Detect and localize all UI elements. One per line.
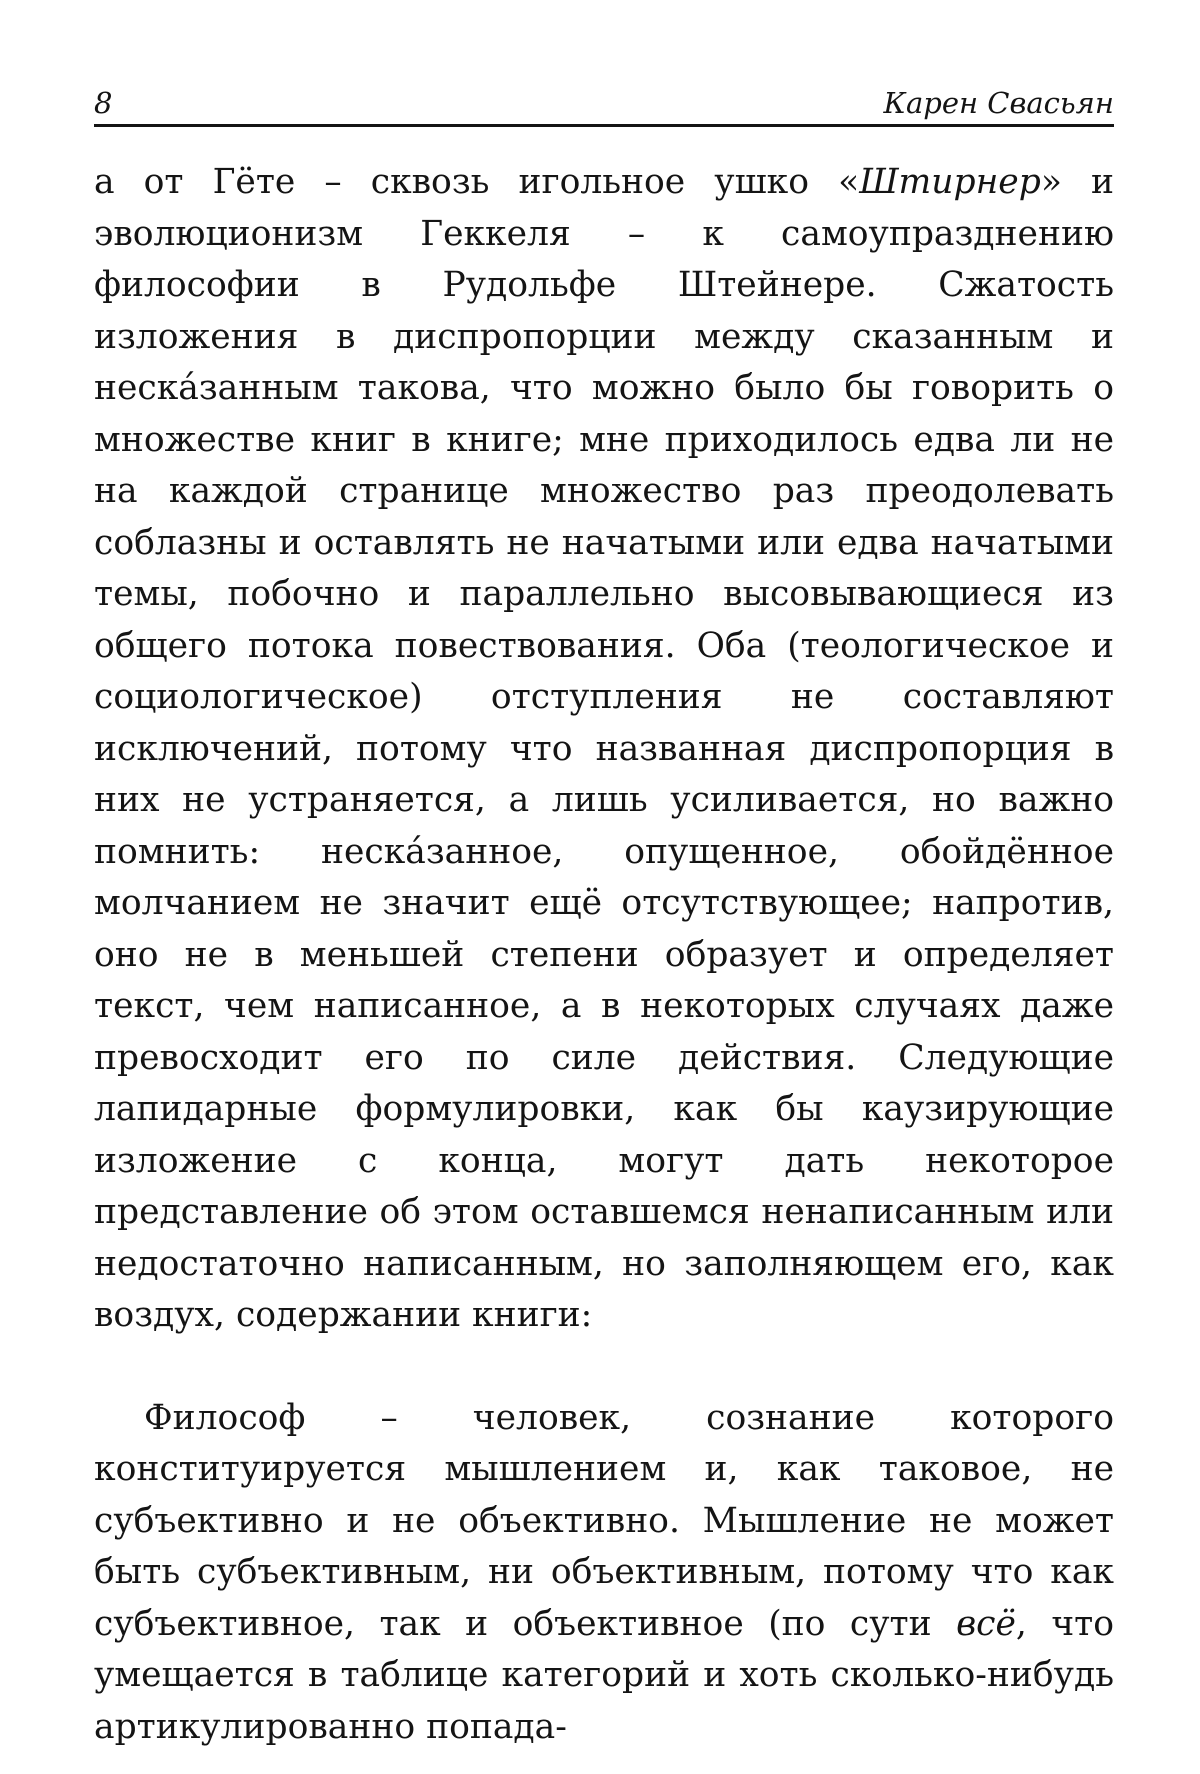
running-header [94,78,1114,127]
body-text [94,157,1114,1753]
italic-emphasis: всё [956,1603,1016,1644]
paragraph [94,1393,1114,1754]
paragraph-text: а от Гёте – сквозь игольное ушко « [94,162,860,202]
italic-title: Штирнер [859,162,1041,202]
running-header-author: Карен Свасьян [883,86,1114,120]
book-page [94,78,1114,1753]
page-number: 8 [94,86,113,120]
paragraph-text: Философ – человек, сознание которого конституируется мышлением и, как таковое, не субъективно и не объективно. Мышление не может быть субъективным, ни объективным, потому что как субъективное, так и объективное (по сути [94,1397,1114,1644]
paragraph-text: , что умещается в таблице категорий и хоть сколько-нибудь артикулированно попада- [94,1603,1114,1747]
paragraph-text: » и эволюционизм Геккеля – к самоупразднению философии в Рудольфе Штейнере. Сжатость изложения в диспропорции между сказанным и нескáзанным такова, что можно было бы говорить о множестве книг в книге; мне приходилось едва ли не на каждой странице множество раз преодолевать соблазны и оставлять не начатыми или едва начатыми темы, побочно и параллельно высовывающиеся из общего потока повествования. Оба (теологическое и социологическое) отступления не составляют исключений, потому что названная диспропорция в них не устраняется, а лишь усиливается, но важно помнить: нескáзанное, опущенное, обойдённое молчанием не значит ещё отсутствующее; напротив, оно не в меньшей степени образует и определяет текст, чем написанное, а в некоторых случаях даже превосходит его по силе действия. Следующие лапидарные формулировки, как бы каузирующие изложение с конца, могут дать некоторое представление об этом оставшемся ненаписанным или недостаточно написанным, но заполняющем его, как воздух, содержании книги: [94,162,1114,1335]
paragraph [94,157,1114,1342]
